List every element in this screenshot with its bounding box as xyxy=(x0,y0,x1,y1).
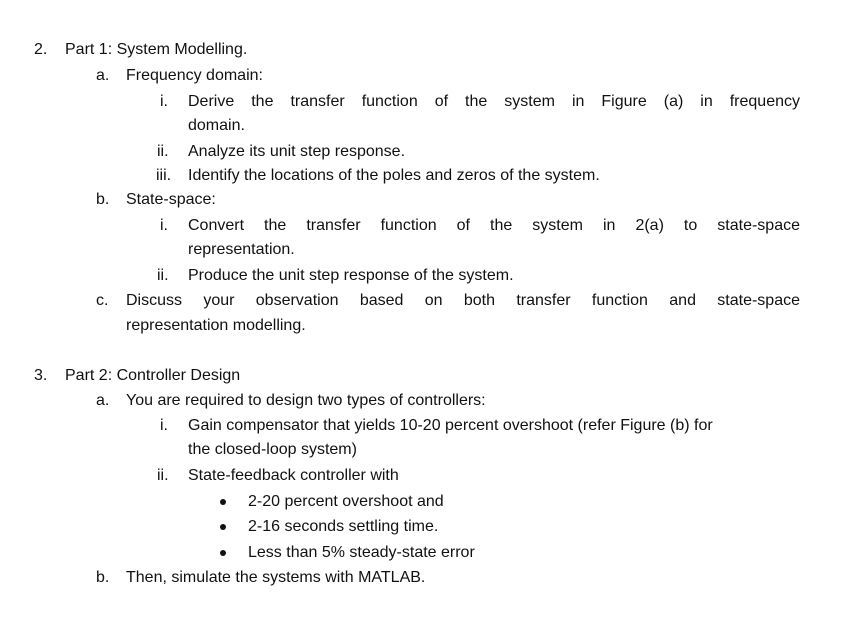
bullet-item-steady-state-error: Less than 5% steady-state error xyxy=(248,544,475,561)
bullet-item-overshoot: 2-20 percent overshoot and xyxy=(248,493,444,510)
part2-a-ii-marker: ii. xyxy=(157,467,169,484)
bullet-dot xyxy=(220,499,226,505)
bullet-dot xyxy=(220,524,226,530)
part1-a-ii-line1: Analyze its unit step response. xyxy=(188,143,406,160)
part2-b-marker: b. xyxy=(96,569,110,586)
part1-a-i-line2: domain. xyxy=(188,117,245,134)
part2-number: 3. xyxy=(34,367,48,384)
part1-a-title: Frequency domain: xyxy=(126,67,263,84)
part1-b-ii-marker: ii. xyxy=(157,267,169,284)
part1-b-i-marker: i. xyxy=(160,217,168,234)
part1-c-line1: Discuss your observation based on both transfer function and state-space xyxy=(126,292,800,309)
part2-a-ii-line1: State-feedback controller with xyxy=(188,467,399,484)
part1-c-line2: representation modelling. xyxy=(126,317,306,334)
part1-b-ii-line1: Produce the unit step response of the system. xyxy=(188,267,514,284)
part2-a-i-marker: i. xyxy=(160,417,168,434)
part1-b-title: State-space: xyxy=(126,191,216,208)
bullet-dot xyxy=(220,550,226,556)
part2-b-line1: Then, simulate the systems with MATLAB. xyxy=(126,569,426,586)
part1-a-i-marker: i. xyxy=(160,93,168,110)
part1-a-ii-marker: ii. xyxy=(157,143,169,160)
part1-b-marker: b. xyxy=(96,191,110,208)
part1-b-i-line1: Convert the transfer function of the system in 2(a) to state-space xyxy=(188,217,800,234)
part1-heading: Part 1: System Modelling. xyxy=(65,41,248,58)
part1-a-iii-marker: iii. xyxy=(156,167,172,184)
part2-a-i-line1: Gain compensator that yields 10-20 percent overshoot (refer Figure (b) for xyxy=(188,417,713,434)
part1-a-marker: a. xyxy=(96,67,110,84)
part1-number: 2. xyxy=(34,41,48,58)
part1-c-marker: c. xyxy=(96,292,109,309)
part1-a-i-line1: Derive the transfer function of the system in Figure (a) in frequency xyxy=(188,93,800,110)
bullet-item-settling-time: 2-16 seconds settling time. xyxy=(248,518,439,535)
part2-heading: Part 2: Controller Design xyxy=(65,367,241,384)
part1-b-i-line2: representation. xyxy=(188,241,295,258)
part2-a-i-line2: the closed-loop system) xyxy=(188,441,357,458)
part2-a-title: You are required to design two types of controllers: xyxy=(126,392,486,409)
part1-a-iii-line1: Identify the locations of the poles and zeros of the system. xyxy=(188,167,600,184)
part2-a-marker: a. xyxy=(96,392,110,409)
